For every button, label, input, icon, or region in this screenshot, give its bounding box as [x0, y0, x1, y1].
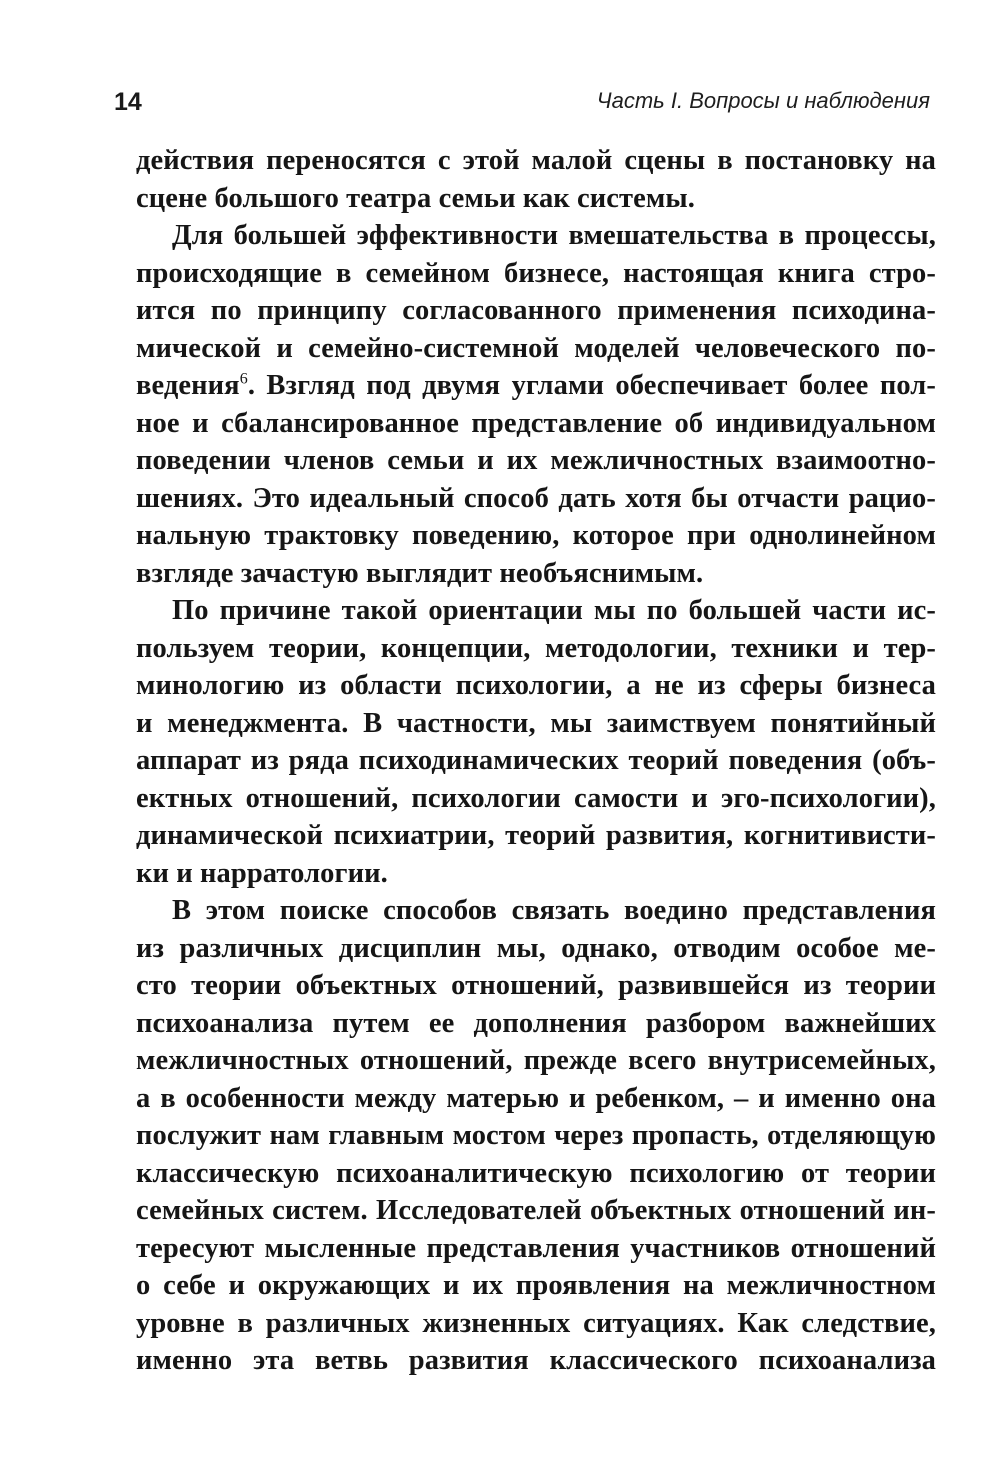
text-line: уровне в различных жизненных ситуациях. Как следствие, — [136, 1307, 936, 1339]
text-line: Для большей эффективности вмешательства в процессы, — [172, 220, 936, 251]
text-line: семейных систем. Исследователей объектных отношений ин- — [136, 1195, 936, 1226]
text-line: ится по принципу согласованного применения психодина- — [136, 295, 936, 326]
text-line: послужит нам главным мостом через пропасть, отделяющую — [136, 1120, 936, 1151]
footnote-ref[interactable]: 6 — [239, 370, 248, 388]
body-text — [136, 142, 936, 1380]
text-line: аппарат из ряда психодинамических теорий поведения (объ- — [136, 745, 936, 776]
text-line: нальную трактовку поведению, которое при однолинейном — [136, 520, 936, 551]
text-line: о себе и окружающих и их проявления на межличностном — [136, 1270, 936, 1301]
text-line: По причине такой ориентации мы по большей части ис- — [172, 595, 936, 626]
text-line: В этом поиске способов связать воедино представления — [172, 895, 936, 926]
text-line: поведении членов семьи и их межличностных взаимоотно- — [136, 445, 936, 476]
text-line — [136, 367, 936, 405]
text-line: психоанализа путем ее дополнения разбором важнейших — [136, 1007, 936, 1039]
text-line: мической и семейно-системной моделей человеческого по- — [136, 332, 936, 364]
running-head: Часть I. Вопросы и наблюдения — [596, 88, 930, 113]
text-line: шениях. Это идеальный способ дать хотя бы отчасти рацио- — [136, 482, 936, 514]
text-line: тересуют мысленные представления участников отношений — [136, 1232, 936, 1264]
text-fragment: . Взгляд под двумя углами обеспечивает более пол- — [247, 370, 936, 401]
paragraph-4 — [136, 892, 936, 1380]
text-line: межличностных отношений, прежде всего внутрисемейных, — [136, 1045, 936, 1076]
paragraph-2 — [136, 217, 936, 592]
text-line: именно эта ветвь развития классического психоанализа — [136, 1345, 936, 1376]
text-fragment: ведения — [136, 370, 240, 401]
text-line: из различных дисциплин мы, однако, отводим особое ме- — [136, 932, 936, 964]
text-line: а в особенности между матерью и ребенком, – и именно она — [136, 1082, 936, 1114]
paragraph-1 — [136, 142, 936, 217]
text-line: сцене большого театра семьи как системы. — [136, 182, 695, 214]
text-line: классическую психоаналитическую психологию от теории — [136, 1157, 936, 1189]
text-line: и менеджмента. В частности, мы заимствуем понятийный — [136, 707, 936, 739]
text-line: происходящие в семейном бизнесе, настоящая книга стро- — [136, 257, 936, 289]
text-line: ки и нарратологии. — [136, 857, 388, 889]
text-line: минологию из области психологии, а не из сферы бизнеса — [136, 670, 936, 701]
text-line: динамической психиатрии, теорий развития, когнитивисти- — [136, 820, 936, 851]
text-line: сто теории объектных отношений, развившейся из теории — [136, 970, 936, 1001]
text-line: ектных отношений, психологии самости и эго-психологии), — [136, 782, 936, 814]
text-line: взгляде зачастую выглядит необъяснимым. — [136, 557, 704, 589]
text-line: ное и сбалансированное представление об индивидуальном — [136, 407, 936, 439]
paragraph-3 — [136, 592, 936, 892]
text-line: действия переносятся с этой малой сцены в постановку на — [136, 145, 936, 176]
text-line: пользуем теории, концепции, методологии, техники и тер- — [136, 632, 936, 664]
page-number: 14 — [114, 88, 142, 116]
